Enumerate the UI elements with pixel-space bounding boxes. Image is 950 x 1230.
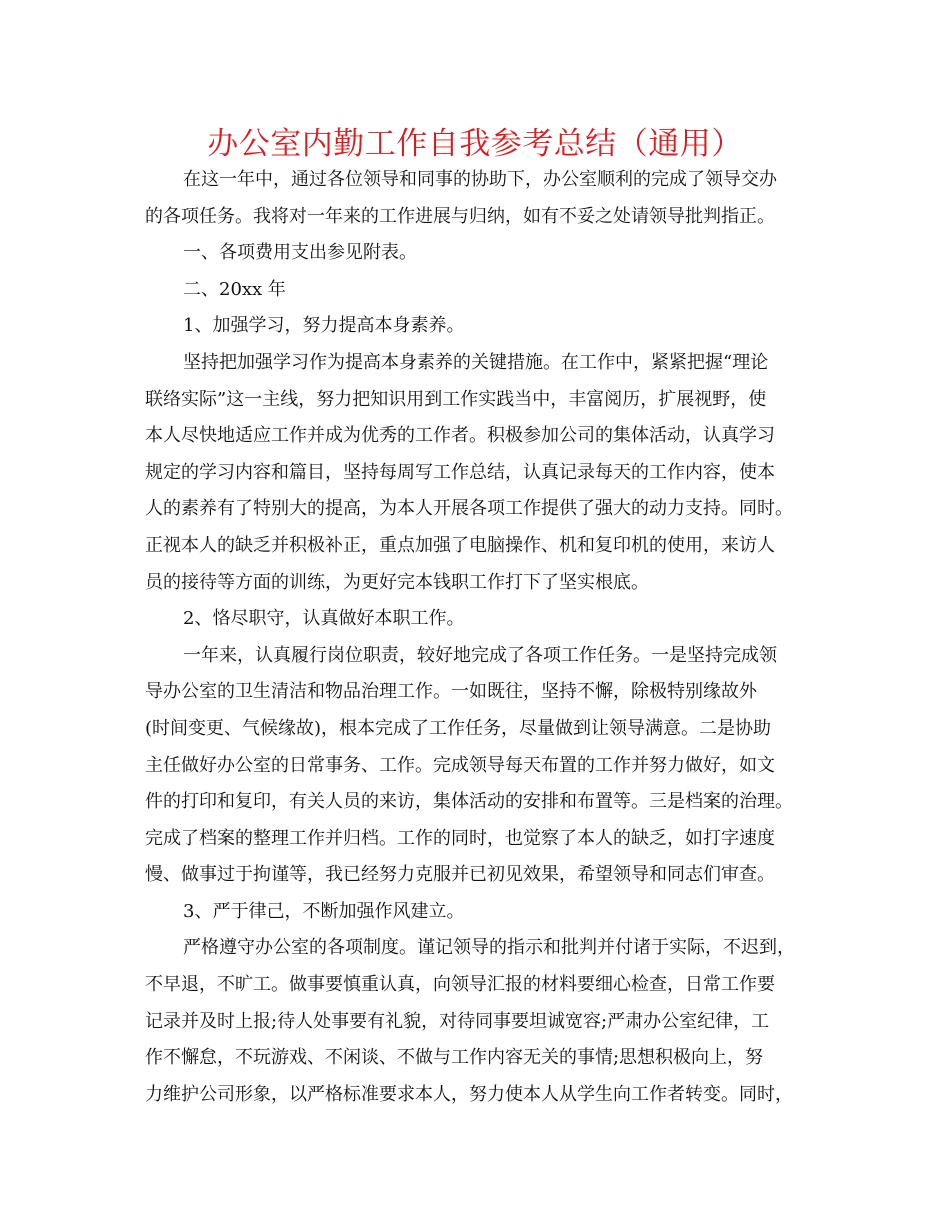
text-line: (时间变更、气候缘故)，根本完成了工作任务，尽量做到让领导满意。二是协助 [145, 717, 772, 739]
text-line: 一、各项费用支出参见附表。 [183, 242, 417, 264]
text-line: 严格遵守办公室的各项制度。谨记领导的指示和批判并付诸于实际，不迟到， [183, 937, 795, 959]
text-line: 1、加强学习，努力提高本身素养。 [183, 315, 465, 337]
text-line: 件的打印和复印，有关人员的来访，集体活动的安排和布置等。三是档案的治理。 [145, 791, 793, 813]
text-line: 慢、做事过于拘谨等，我已经努力克服并已初见效果，希望领导和同志们审查。 [145, 864, 775, 886]
text-line: 在这一年中，通过各位领导和同事的协助下，办公室顺利的完成了领导交办 [183, 169, 777, 190]
text-line: 正视本人的缺乏并积极补正，重点加强了电脑操作、机和复印机的使用，来访人 [145, 534, 775, 556]
text-line: 本人尽快地适应工作并成为优秀的工作者。积极参加公司的集体活动，认真学习 [145, 425, 775, 447]
text-line: 坚持把加强学习作为提高本身素养的关键措施。在工作中，紧紧把握“理论 [183, 351, 769, 373]
document-title: 办公室内勤工作自我参考总结（通用） [207, 126, 743, 162]
text-line: 主任做好办公室的日常事务、工作。完成领导每天布置的工作并努力做好，如文 [145, 754, 775, 776]
text-line: 导办公室的卫生清洁和物品治理工作。一如既往，坚持不懈，除极特别缘故外 [145, 681, 757, 703]
text-line: 2、恪尽职守，认真做好本职工作。 [183, 608, 465, 630]
text-line: 不早退，不旷工。做事要慎重认真，向领导汇报的材料要细心检查，日常工作要 [145, 974, 775, 996]
text-line: 二、20xx 年 [183, 278, 286, 300]
text-line: 3、严于律己，不断加强作风建立。 [183, 900, 465, 922]
text-line: 联络实际”这一主线，努力把知识用到工作实践当中，丰富阅历，扩展视野，使 [145, 388, 767, 410]
text-line: 完成了档案的整理工作并归档。工作的同时，也觉察了本人的缺乏，如打字速度 [145, 827, 775, 849]
text-line: 作不懈怠，不玩游戏、不闲谈、不做与工作内容无关的事情;思想积极向上，努 [145, 1047, 764, 1069]
document-body [145, 162, 815, 1113]
text-line: 人的素养有了特别大的提高，为本人开展各项工作提供了强大的动力支持。同时。 [145, 498, 793, 520]
text-line: 员的接待等方面的训练，为更好完本钱职工作打下了坚实根底。 [145, 571, 649, 593]
text-line: 规定的学习内容和篇目，坚持每周写工作总结，认真记录每天的工作内容，使本 [145, 461, 775, 483]
text-line: 力维护公司形象，以严格标准要求本人，努力使本人从学生向工作者转变。同时， [145, 1083, 793, 1105]
text-line: 记录并及时上报;待人处事要有礼貌，对待同事要坦诚宽容;严肃办公室纪律，工 [145, 1010, 770, 1032]
text-line: 一年来，认真履行岗位职责，较好地完成了各项工作任务。一是坚持完成领 [183, 644, 777, 666]
text-line: 的各项任务。我将对一年来的工作进展与归纳，如有不妥之处请领导批判指正。 [145, 205, 775, 227]
